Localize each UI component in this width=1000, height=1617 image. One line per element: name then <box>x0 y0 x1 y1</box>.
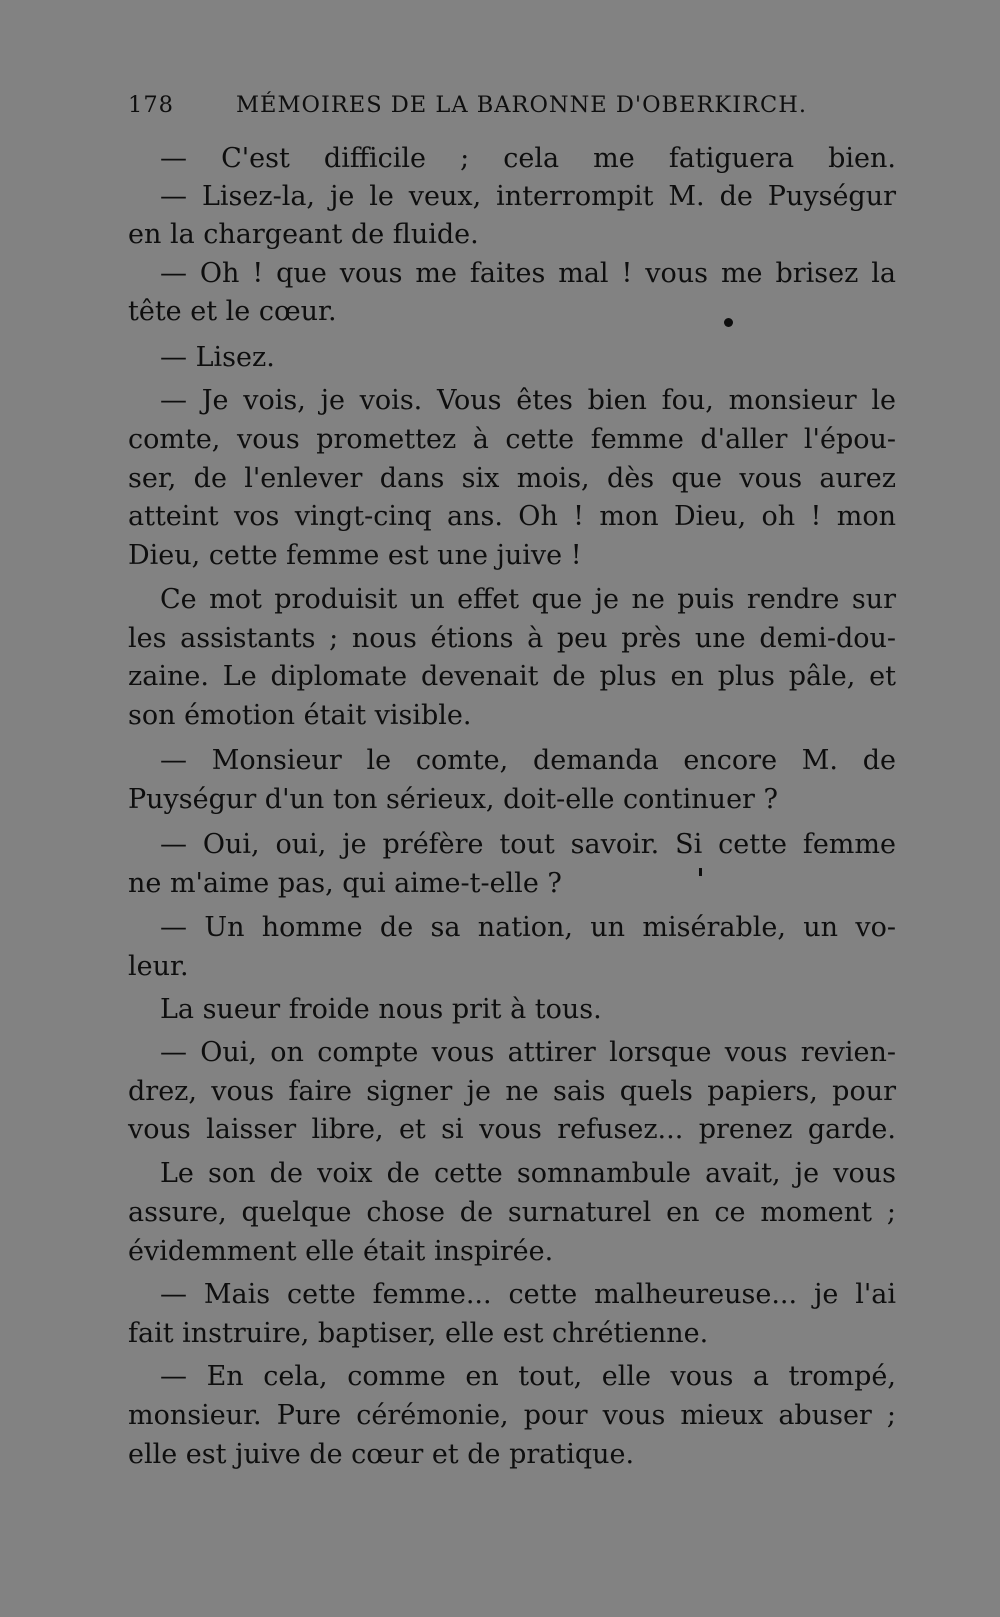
text-line: fait instruire, baptiser, elle est chrétienne. <box>128 1318 709 1349</box>
text-line: ser, de l'enlever dans six mois, dès que vous aurez <box>128 463 896 494</box>
text-line: — Lisez-la, je le veux, interrompit M. de Puységur <box>160 181 896 212</box>
text-line: évidemment elle était inspirée. <box>128 1236 554 1267</box>
text-line: drez, vous faire signer je ne sais quels papiers, pour <box>128 1076 896 1107</box>
text-line: les assistants ; nous étions à peu près une demi-dou- <box>128 623 896 654</box>
text-line: vous laisser libre, et si vous refusez... prenez garde. <box>128 1114 896 1145</box>
text-line: monsieur. Pure cérémonie, pour vous mieux abuser ; <box>128 1400 896 1431</box>
text-line: — Monsieur le comte, demanda encore M. de <box>160 745 896 776</box>
text-line: zaine. Le diplomate devenait de plus en plus pâle, et <box>128 661 896 692</box>
ink-dot <box>724 318 733 327</box>
text-line: — Oh ! que vous me faites mal ! vous me brisez la <box>160 258 896 289</box>
text-line: assure, quelque chose de surnaturel en ce moment ; <box>128 1197 896 1228</box>
text-line: — Oui, oui, je préfère tout savoir. Si cette femme <box>160 829 896 860</box>
text-line: leur. <box>128 951 189 982</box>
text-line: comte, vous promettez à cette femme d'aller l'épou- <box>128 424 896 455</box>
running-title: MÉMOIRES DE LA BARONNE D'OBERKIRCH. <box>236 92 808 118</box>
running-header <box>128 92 808 124</box>
text-line: — En cela, comme en tout, elle vous a trompé, <box>160 1361 896 1392</box>
text-line: — Je vois, je vois. Vous êtes bien fou, monsieur le <box>160 385 896 416</box>
text-line: Le son de voix de cette somnambule avait, je vous <box>160 1158 896 1189</box>
text-line: — Lisez. <box>160 342 275 373</box>
page-number: 178 <box>128 92 174 118</box>
text-line: en la chargeant de fluide. <box>128 219 479 250</box>
text-line: — C'est difficile ; cela me fatiguera bien. <box>160 143 896 174</box>
ink-speck <box>699 868 702 876</box>
text-line: Puységur d'un ton sérieux, doit-elle continuer ? <box>128 784 779 815</box>
text-line: — Oui, on compte vous attirer lorsque vous revien- <box>160 1037 896 1068</box>
text-line: La sueur froide nous prit à tous. <box>160 994 602 1025</box>
text-line: — Mais cette femme... cette malheureuse... je l'ai <box>160 1279 896 1310</box>
text-line: Ce mot produisit un effet que je ne puis rendre sur <box>160 584 896 615</box>
text-line: atteint vos vingt-cinq ans. Oh ! mon Dieu, oh ! mon <box>128 501 896 532</box>
text-line: elle est juive de cœur et de pratique. <box>128 1439 635 1470</box>
text-line: Dieu, cette femme est une juive ! <box>128 540 582 571</box>
text-line: — Un homme de sa nation, un misérable, un vo- <box>160 912 896 943</box>
text-line: tête et le cœur. <box>128 296 337 327</box>
text-line: son émotion était visible. <box>128 700 472 731</box>
text-line: ne m'aime pas, qui aime-t-elle ? <box>128 868 562 899</box>
